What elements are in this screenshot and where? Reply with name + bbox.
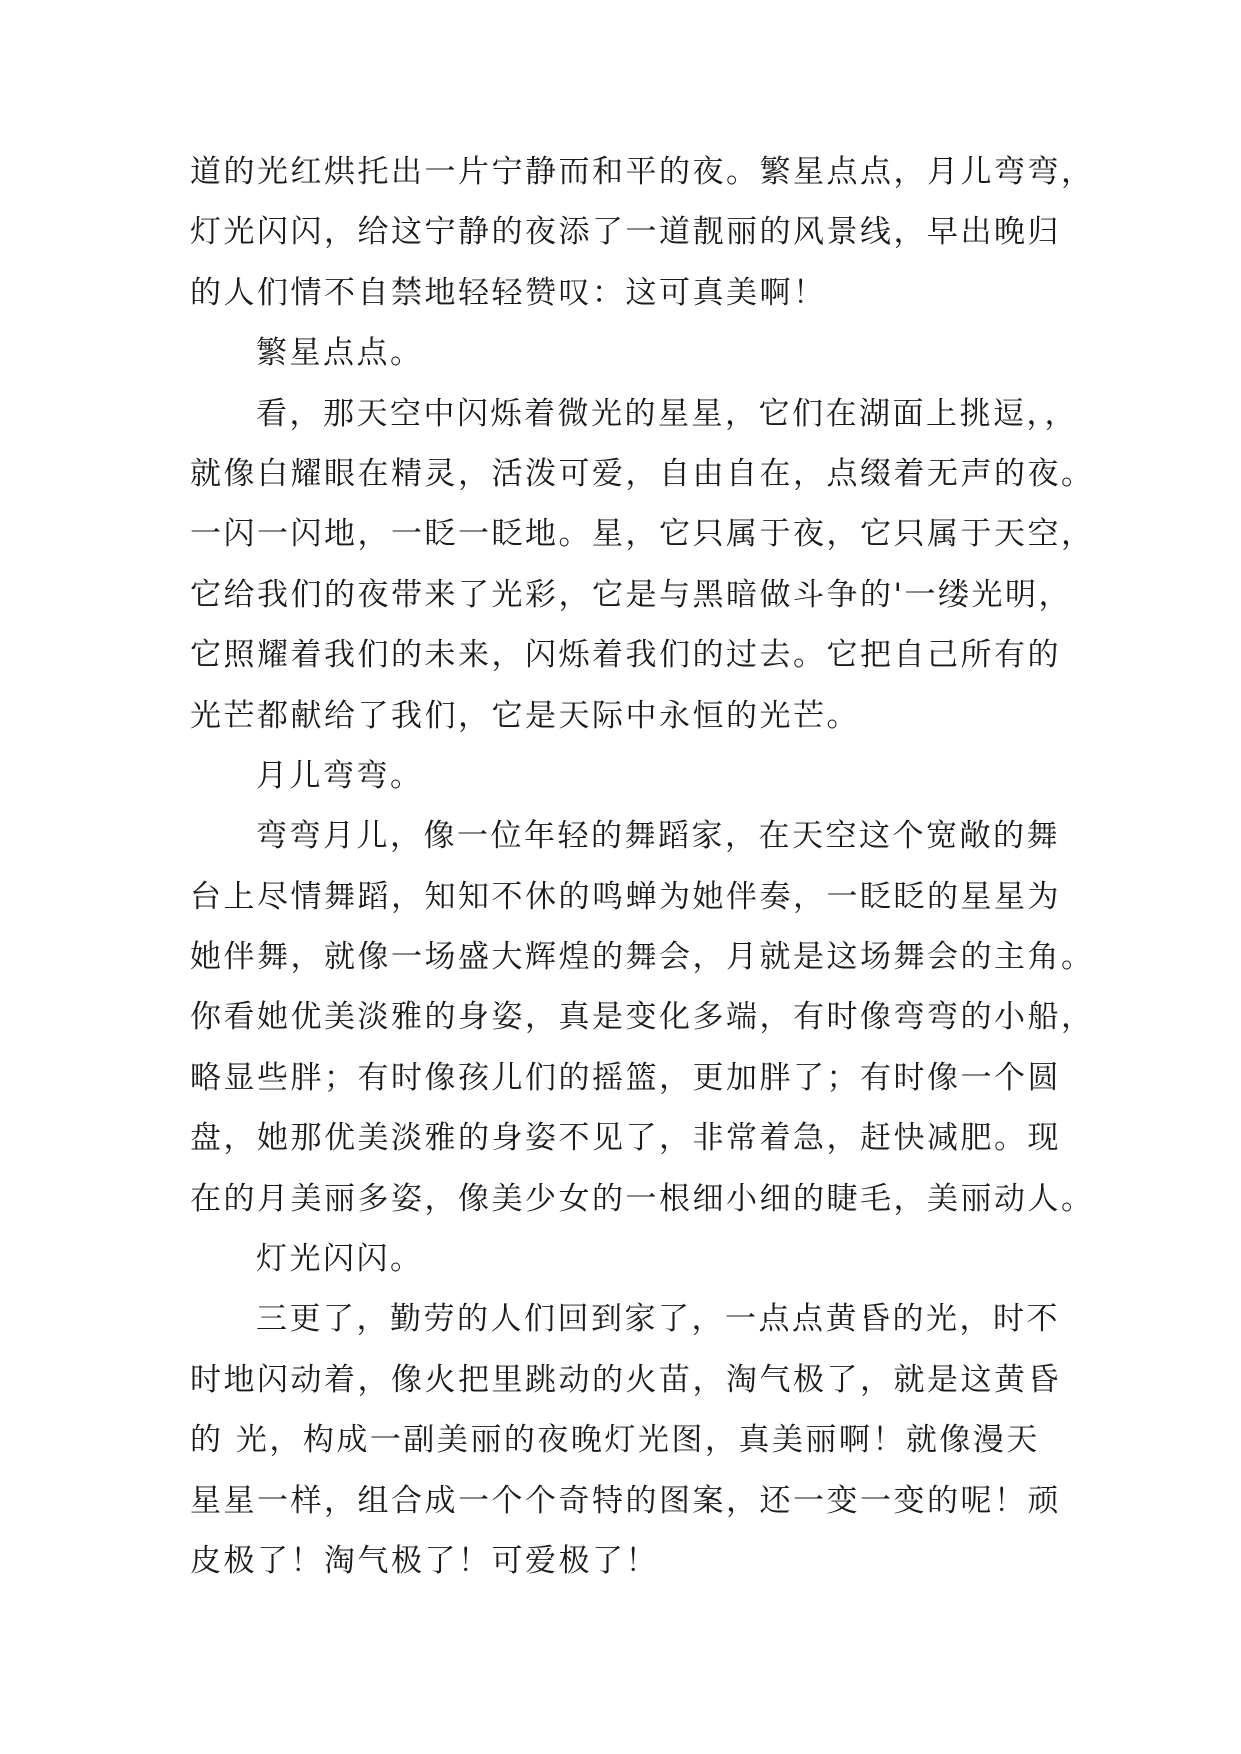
text-line: 台上尽情舞蹈，知知不休的鸣蝉为她伴奏，一眨眨的星星为 <box>190 878 1061 915</box>
text-line: 弯弯月儿，像一位年轻的舞蹈家，在天空这个宽敞的舞 <box>256 818 1060 855</box>
text-line: 一闪一闪地，一眨一眨地。星，它只属于夜，它只属于天空， <box>190 516 1095 553</box>
text-line: 看，那天空中闪烁着微光的星星，它们在湖面上挑逗，， <box>256 395 1078 432</box>
text-line: 略显些胖；有时像孩儿们的摇篮，更加胖了；有时像一个圆 <box>190 1059 1061 1096</box>
section-heading-stars: 繁星点点。 <box>256 335 424 372</box>
text-line: 它给我们的夜带来了光彩，它是与黑暗做斗争的'一缕光明， <box>190 576 1073 613</box>
text-line: 的人们情不自禁地轻轻赞叹：这可真美啊！ <box>190 274 827 311</box>
text-line: 光芒都献给了我们，它是天际中永恒的光芒。 <box>190 697 860 734</box>
text-line: 三更了，勤劳的人们回到家了，一点点黄昏的光，时不 <box>256 1301 1060 1338</box>
section-heading-lights: 灯光闪闪。 <box>256 1241 424 1278</box>
text-line: 它照耀着我们的未来，闪烁着我们的过去。它把自己所有的 <box>190 637 1061 674</box>
text-line: 道的光红烘托出一片宁静而和平的夜。繁星点点，月儿弯弯， <box>190 154 1095 190</box>
text-line: 你看她优美淡雅的身姿，真是变化多端，有时像弯弯的小船， <box>190 999 1095 1036</box>
text-line: 的 光，构成一副美丽的夜晚灯光图，真美丽啊！就像漫天 <box>190 1422 1040 1459</box>
text-line: 她伴舞，就像一场盛大辉煌的舞会，月就是这场舞会的主角。 <box>190 939 1095 976</box>
text-line: 皮极了！淘气极了！可爱极了！ <box>190 1542 659 1579</box>
section-heading-moon: 月儿弯弯。 <box>256 757 424 794</box>
text-line: 灯光闪闪，给这宁静的夜添了一道靓丽的风景线，早出晚归 <box>190 214 1061 251</box>
text-line: 时地闪动着，像火把里跳动的火苗，淘气极了，就是这黄昏 <box>190 1361 1061 1398</box>
body-text <box>190 142 1095 1591</box>
text-line: 在的月美丽多姿，像美少女的一根细小细的睫毛，美丽动人。 <box>190 1180 1095 1217</box>
text-line: 就像白耀眼在精灵，活泼可爱，自由自在，点缀着无声的夜。 <box>190 455 1095 492</box>
text-line: 盘，她那优美淡雅的身姿不见了，非常着急，赶快减肥。现 <box>190 1120 1061 1157</box>
text-line: 星星一样，组合成一个个奇特的图案，还一变一变的呢！顽 <box>190 1482 1061 1519</box>
